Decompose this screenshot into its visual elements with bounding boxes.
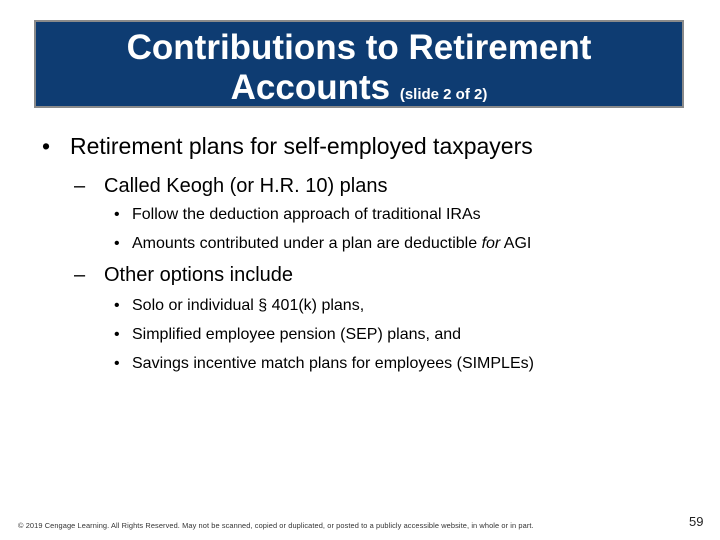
title-bar — [34, 20, 684, 108]
sub-sub-bullet-text-suffix: AGI — [500, 235, 532, 252]
bullet-dot-icon: • — [114, 235, 120, 252]
sub-sub-bullet-amounts — [114, 235, 531, 253]
sub-bullet-text: Other options include — [104, 264, 294, 286]
sub-bullet-other-options — [74, 264, 293, 287]
slide-counter: (slide 2 of 2) — [399, 86, 488, 103]
page-number: 59 — [689, 514, 704, 529]
sub-sub-bullet-text: Savings incentive match plans for employees (SIMPLEs) — [132, 355, 534, 372]
dash-icon: – — [74, 264, 86, 286]
bullet-dot-icon: • — [114, 355, 120, 372]
sub-bullet-text: Called Keogh (or H.R. 10) plans — [104, 175, 388, 197]
bullet-dot-icon: • — [114, 326, 120, 343]
title-line-2 — [36, 68, 682, 115]
dash-icon: – — [74, 175, 86, 197]
bullet-dot-icon: • — [114, 206, 120, 223]
sub-bullet-keogh — [74, 175, 387, 198]
sub-sub-bullet-solo-401k — [114, 297, 364, 315]
sub-sub-bullet-text-prefix: Amounts contributed under a plan are deductible — [132, 235, 482, 252]
sub-sub-bullet-follow — [114, 206, 481, 224]
sub-sub-bullet-text: Solo or individual § 401(k) plans, — [132, 297, 365, 314]
title-line-1: Contributions to Retirement — [126, 28, 592, 67]
bullet-dot-icon: • — [42, 133, 51, 159]
sub-sub-bullet-simple — [114, 355, 534, 373]
title-line-2-main: Accounts — [230, 68, 391, 107]
italic-for: for — [481, 235, 501, 252]
copyright-footer: © 2019 Cengage Learning. All Rights Reserved. May not be scanned, copied or duplicated, or posted to a publicly accessible website, in whole or in part. — [18, 521, 534, 530]
bullet-retirement-plans — [42, 133, 533, 160]
sub-sub-bullet-sep — [114, 326, 461, 344]
bullet-dot-icon: • — [114, 297, 120, 314]
sub-sub-bullet-text: Simplified employee pension (SEP) plans, and — [132, 326, 462, 343]
bullet-text: Retirement plans for self-employed taxpayers — [70, 133, 533, 159]
sub-sub-bullet-text: Follow the deduction approach of traditional IRAs — [132, 206, 481, 223]
